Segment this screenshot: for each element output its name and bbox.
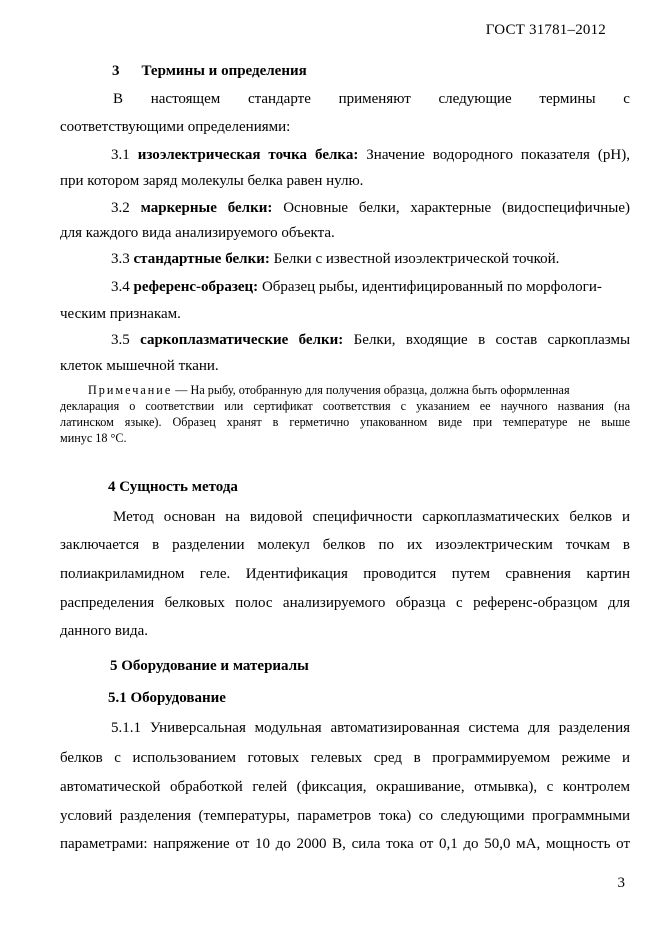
- word: стандарте: [247, 91, 311, 107]
- term-3-2-line-2: для каждого вида анализируемого объекта.: [60, 225, 335, 241]
- term-3-4-line-2: ческим признакам.: [60, 306, 181, 322]
- section-3-intro-line-2: соответствующими определениями:: [60, 119, 291, 135]
- section-3-title: Термины и определения: [141, 63, 307, 79]
- term-3-4-line-1: [111, 278, 630, 296]
- term-number: 3.2: [111, 200, 130, 216]
- note-line-2: декларация о соответствии или сертификат соответствия с указанием ее научного названия (на: [60, 399, 630, 413]
- term-number: 3.1: [111, 147, 130, 163]
- note-line-1: [88, 383, 630, 398]
- term-3-2-line-1: [111, 199, 630, 217]
- section-5-line-1: 5.1.1 Универсальная модульная автоматизированная система для разделения: [111, 720, 630, 736]
- standard-header: ГОСТ 31781–2012: [485, 22, 606, 38]
- term-3-1-line-1: [111, 146, 630, 164]
- term-name: референс-образец:: [133, 279, 259, 295]
- note-line-3: латинском языке). Образец хранят в герметично упакованном виде при температуре не выше: [60, 415, 630, 429]
- section-3-intro-line-1: [113, 90, 630, 108]
- word: В: [113, 91, 124, 107]
- word: применяют: [338, 91, 411, 107]
- term-name: саркоплазматические белки:: [140, 332, 344, 348]
- term-3-1-line-2: при котором заряд молекулы белка равен нулю.: [60, 173, 364, 189]
- term-definition: Белки, входящие в состав саркоплазмы: [353, 332, 631, 348]
- term-3-5-line-2: клеток мышечной ткани.: [60, 358, 219, 374]
- word: термины: [539, 91, 596, 107]
- note-text: — На рыбу, отобранную для получения образца, должна быть оформленная: [175, 383, 570, 397]
- term-definition: Значение водородного показателя (рН),: [366, 147, 630, 163]
- section-4-line-4: распределения белковых полос анализируемого образца с референс-образцом для: [60, 595, 630, 611]
- term-3-5-line-1: [111, 331, 630, 349]
- section-5-1-heading: 5.1 Оборудование: [108, 690, 226, 706]
- term-number: 3.3: [111, 251, 130, 267]
- term-name: маркерные белки:: [140, 200, 273, 216]
- section-5-line-5: параметрами: напряжение от 10 до 2000 В, сила тока от 0,1 до 50,0 мА, мощность от: [60, 836, 630, 852]
- word: настоящем: [150, 91, 221, 107]
- section-4-heading: 4 Сущность метода: [108, 479, 238, 495]
- term-number: 3.4: [111, 279, 130, 295]
- section-5-heading: 5 Оборудование и материалы: [110, 658, 309, 674]
- word: с: [623, 91, 630, 107]
- note-line-4: минус 18 °С.: [60, 431, 127, 445]
- section-4-line-5: данного вида.: [60, 623, 149, 639]
- section-5-line-4: условий разделения (температуры, параметров тока) со следующими программными: [60, 808, 630, 824]
- term-definition: Образец рыбы, идентифицированный по морфологи-: [261, 279, 602, 295]
- note-label: Примечание: [88, 383, 173, 397]
- term-3-3: [111, 250, 630, 268]
- term-definition: Белки с известной изоэлектрической точкой.: [273, 251, 560, 267]
- page-number: 3: [617, 875, 625, 891]
- section-3-number: 3: [112, 63, 120, 79]
- section-4-line-3: полиакриламидном геле. Идентификация проводится путем сравнения картин: [60, 566, 630, 582]
- section-4-line-1: Метод основан на видовой специфичности саркоплазматических белков и: [113, 509, 630, 525]
- term-number: 3.5: [111, 332, 130, 348]
- term-definition: Основные белки, характерные (видоспецифичные): [283, 200, 631, 216]
- word: следующие: [438, 91, 512, 107]
- section-3-heading: [112, 62, 661, 80]
- section-4-line-2: заключается в разделении молекул белков по их изоэлектрическим точкам в: [60, 537, 630, 553]
- term-name: изоэлектрическая точка белка:: [137, 147, 359, 163]
- section-5-line-2: белков с использованием готовых гелевых сред в программируемом режиме и: [60, 750, 630, 766]
- term-name: стандартные белки:: [133, 251, 270, 267]
- section-5-line-3: автоматической обработкой гелей (фиксация, окрашивание, отмывка), с контролем: [60, 779, 630, 795]
